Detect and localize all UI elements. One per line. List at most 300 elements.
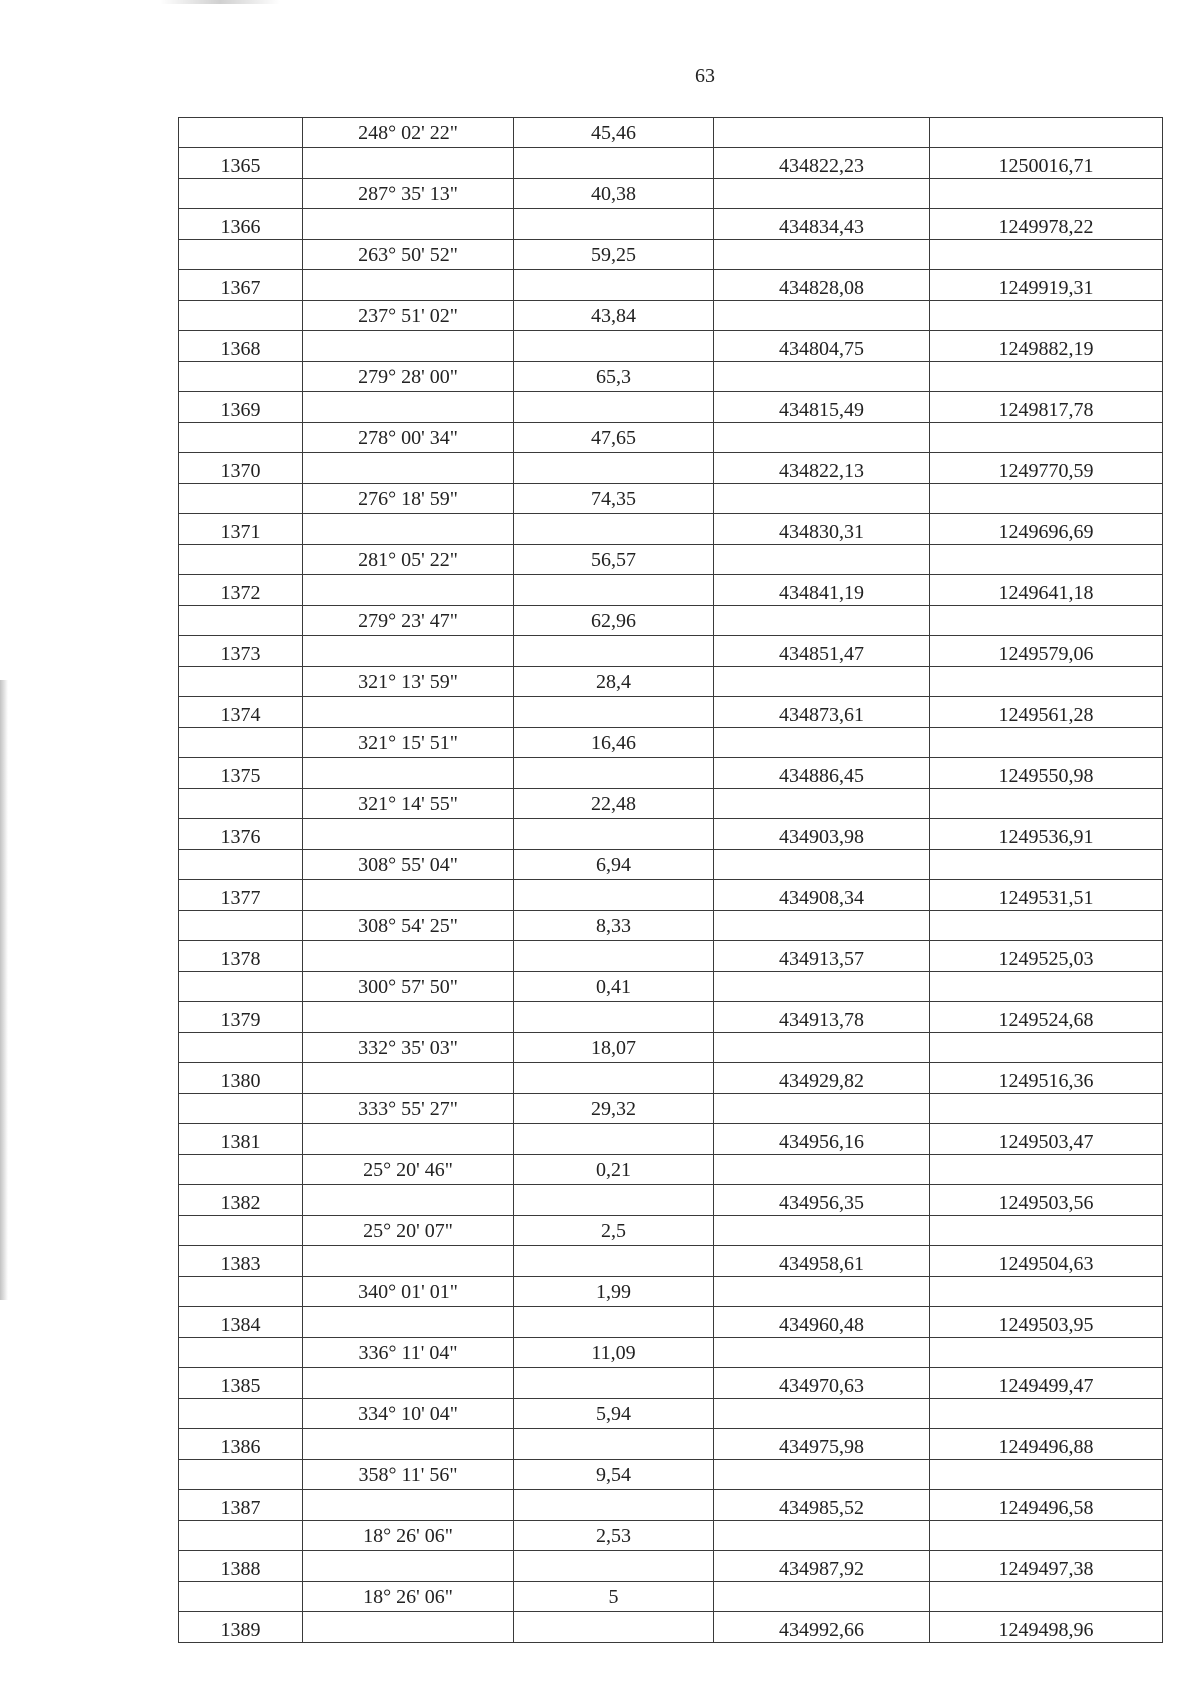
easting-cell <box>930 179 1163 209</box>
northing-cell: 434975,98 <box>714 1429 930 1460</box>
bearing-cell: 333° 55' 27" <box>303 1094 514 1124</box>
segment-row <box>179 972 1163 1002</box>
northing-cell <box>714 789 930 819</box>
distance-cell: 22,48 <box>514 789 714 819</box>
northing-cell <box>714 1216 930 1246</box>
point-number-cell <box>179 1460 303 1490</box>
northing-cell <box>714 606 930 636</box>
bearing-cell <box>303 1551 514 1582</box>
point-number-cell <box>179 1155 303 1185</box>
northing-cell: 434970,63 <box>714 1368 930 1399</box>
bearing-cell <box>303 575 514 606</box>
bearing-cell: 276° 18' 59" <box>303 484 514 514</box>
bearing-cell: 25° 20' 07" <box>303 1216 514 1246</box>
segment-row <box>179 850 1163 880</box>
distance-cell: 0,21 <box>514 1155 714 1185</box>
easting-cell: 1249641,18 <box>930 575 1163 606</box>
distance-cell <box>514 514 714 545</box>
northing-cell: 434822,13 <box>714 453 930 484</box>
scan-edge-shadow <box>0 680 8 1300</box>
easting-cell: 1249504,63 <box>930 1246 1163 1277</box>
bearing-cell <box>303 514 514 545</box>
segment-row <box>179 1155 1163 1185</box>
easting-cell <box>930 972 1163 1002</box>
point-number-cell: 1375 <box>179 758 303 789</box>
point-number-cell: 1377 <box>179 880 303 911</box>
northing-cell: 434822,23 <box>714 148 930 179</box>
point-row <box>179 1307 1163 1338</box>
point-number-cell <box>179 484 303 514</box>
northing-cell: 434834,43 <box>714 209 930 240</box>
distance-cell <box>514 209 714 240</box>
segment-row <box>179 240 1163 270</box>
point-number-cell: 1378 <box>179 941 303 972</box>
easting-cell <box>930 484 1163 514</box>
point-row <box>179 1246 1163 1277</box>
northing-cell <box>714 728 930 758</box>
bearing-cell <box>303 1246 514 1277</box>
bearing-cell <box>303 1063 514 1094</box>
bearing-cell <box>303 758 514 789</box>
northing-cell: 434958,61 <box>714 1246 930 1277</box>
point-number-cell <box>179 789 303 819</box>
point-row <box>179 1002 1163 1033</box>
easting-cell <box>930 1338 1163 1368</box>
segment-row <box>179 423 1163 453</box>
point-number-cell <box>179 301 303 331</box>
bearing-cell: 248° 02' 22" <box>303 118 514 148</box>
point-row <box>179 697 1163 728</box>
northing-cell: 434815,49 <box>714 392 930 423</box>
segment-row <box>179 118 1163 148</box>
bearing-cell <box>303 697 514 728</box>
point-number-cell <box>179 972 303 1002</box>
easting-cell: 1249550,98 <box>930 758 1163 789</box>
point-number-cell <box>179 1216 303 1246</box>
point-row <box>179 819 1163 850</box>
point-row <box>179 453 1163 484</box>
point-row <box>179 270 1163 301</box>
easting-cell: 1249496,88 <box>930 1429 1163 1460</box>
northing-cell <box>714 1521 930 1551</box>
bearing-cell <box>303 941 514 972</box>
point-number-cell <box>179 362 303 392</box>
point-number-cell <box>179 728 303 758</box>
northing-cell <box>714 240 930 270</box>
easting-cell: 1249531,51 <box>930 880 1163 911</box>
easting-cell: 1249516,36 <box>930 1063 1163 1094</box>
bearing-cell: 237° 51' 02" <box>303 301 514 331</box>
distance-cell: 9,54 <box>514 1460 714 1490</box>
point-number-cell <box>179 911 303 941</box>
distance-cell: 11,09 <box>514 1338 714 1368</box>
point-row <box>179 514 1163 545</box>
point-row <box>179 331 1163 362</box>
point-number-cell: 1374 <box>179 697 303 728</box>
distance-cell: 62,96 <box>514 606 714 636</box>
coordinates-table <box>178 117 1163 1643</box>
segment-row <box>179 362 1163 392</box>
segment-row <box>179 789 1163 819</box>
distance-cell: 5,94 <box>514 1399 714 1429</box>
segment-row <box>179 179 1163 209</box>
bearing-cell <box>303 1124 514 1155</box>
easting-cell: 1249496,58 <box>930 1490 1163 1521</box>
point-number-cell: 1388 <box>179 1551 303 1582</box>
point-number-cell <box>179 667 303 697</box>
northing-cell: 434913,57 <box>714 941 930 972</box>
bearing-cell: 25° 20' 46" <box>303 1155 514 1185</box>
bearing-cell: 281° 05' 22" <box>303 545 514 575</box>
distance-cell <box>514 636 714 667</box>
distance-cell <box>514 758 714 789</box>
bearing-cell <box>303 148 514 179</box>
point-row <box>179 148 1163 179</box>
northing-cell <box>714 301 930 331</box>
distance-cell <box>514 1185 714 1216</box>
point-number-cell <box>179 240 303 270</box>
point-number-cell: 1379 <box>179 1002 303 1033</box>
distance-cell <box>514 1002 714 1033</box>
distance-cell: 40,38 <box>514 179 714 209</box>
point-row <box>179 1124 1163 1155</box>
easting-cell <box>930 118 1163 148</box>
easting-cell: 1249882,19 <box>930 331 1163 362</box>
point-number-cell: 1380 <box>179 1063 303 1094</box>
segment-row <box>179 1582 1163 1612</box>
northing-cell <box>714 972 930 1002</box>
bearing-cell <box>303 1490 514 1521</box>
distance-cell <box>514 331 714 362</box>
segment-row <box>179 1399 1163 1429</box>
point-row <box>179 1185 1163 1216</box>
segment-row <box>179 1277 1163 1307</box>
distance-cell <box>514 1612 714 1643</box>
bearing-cell: 18° 26' 06" <box>303 1521 514 1551</box>
point-row <box>179 1368 1163 1399</box>
easting-cell: 1249498,96 <box>930 1612 1163 1643</box>
bearing-cell <box>303 880 514 911</box>
easting-cell <box>930 1094 1163 1124</box>
easting-cell: 1249499,47 <box>930 1368 1163 1399</box>
point-number-cell <box>179 1521 303 1551</box>
distance-cell <box>514 880 714 911</box>
point-number-cell: 1366 <box>179 209 303 240</box>
easting-cell: 1249497,38 <box>930 1551 1163 1582</box>
distance-cell: 1,99 <box>514 1277 714 1307</box>
bearing-cell: 308° 55' 04" <box>303 850 514 880</box>
bearing-cell: 321° 14' 55" <box>303 789 514 819</box>
point-number-cell <box>179 1033 303 1063</box>
easting-cell <box>930 1521 1163 1551</box>
easting-cell <box>930 1582 1163 1612</box>
point-number-cell <box>179 423 303 453</box>
easting-cell: 1249579,06 <box>930 636 1163 667</box>
northing-cell <box>714 545 930 575</box>
easting-cell <box>930 1155 1163 1185</box>
easting-cell: 1249770,59 <box>930 453 1163 484</box>
coordinates-table-body <box>179 118 1163 1643</box>
easting-cell: 1249503,47 <box>930 1124 1163 1155</box>
bearing-cell: 279° 23' 47" <box>303 606 514 636</box>
point-number-cell: 1373 <box>179 636 303 667</box>
northing-cell: 434992,66 <box>714 1612 930 1643</box>
easting-cell: 1250016,71 <box>930 148 1163 179</box>
easting-cell <box>930 1277 1163 1307</box>
northing-cell <box>714 1277 930 1307</box>
easting-cell <box>930 362 1163 392</box>
northing-cell: 434913,78 <box>714 1002 930 1033</box>
easting-cell: 1249561,28 <box>930 697 1163 728</box>
distance-cell: 47,65 <box>514 423 714 453</box>
point-number-cell <box>179 118 303 148</box>
point-row <box>179 392 1163 423</box>
distance-cell: 6,94 <box>514 850 714 880</box>
bearing-cell <box>303 453 514 484</box>
bearing-cell <box>303 636 514 667</box>
segment-row <box>179 1033 1163 1063</box>
distance-cell <box>514 1307 714 1338</box>
distance-cell <box>514 697 714 728</box>
point-number-cell <box>179 1094 303 1124</box>
segment-row <box>179 301 1163 331</box>
northing-cell <box>714 850 930 880</box>
easting-cell <box>930 911 1163 941</box>
easting-cell: 1249817,78 <box>930 392 1163 423</box>
distance-cell <box>514 392 714 423</box>
northing-cell <box>714 179 930 209</box>
point-number-cell: 1387 <box>179 1490 303 1521</box>
bearing-cell <box>303 1002 514 1033</box>
northing-cell: 434851,47 <box>714 636 930 667</box>
easting-cell <box>930 1399 1163 1429</box>
easting-cell: 1249536,91 <box>930 819 1163 850</box>
point-number-cell: 1381 <box>179 1124 303 1155</box>
distance-cell: 43,84 <box>514 301 714 331</box>
distance-cell: 8,33 <box>514 911 714 941</box>
distance-cell <box>514 270 714 301</box>
point-number-cell: 1372 <box>179 575 303 606</box>
point-number-cell <box>179 1277 303 1307</box>
northing-cell <box>714 1033 930 1063</box>
easting-cell <box>930 240 1163 270</box>
distance-cell <box>514 453 714 484</box>
northing-cell <box>714 1460 930 1490</box>
northing-cell: 434985,52 <box>714 1490 930 1521</box>
easting-cell: 1249503,56 <box>930 1185 1163 1216</box>
northing-cell: 434929,82 <box>714 1063 930 1094</box>
point-number-cell <box>179 545 303 575</box>
distance-cell: 5 <box>514 1582 714 1612</box>
distance-cell: 59,25 <box>514 240 714 270</box>
segment-row <box>179 1216 1163 1246</box>
easting-cell <box>930 667 1163 697</box>
distance-cell <box>514 1490 714 1521</box>
bearing-cell: 300° 57' 50" <box>303 972 514 1002</box>
segment-row <box>179 1094 1163 1124</box>
bearing-cell: 336° 11' 04" <box>303 1338 514 1368</box>
northing-cell: 434903,98 <box>714 819 930 850</box>
point-number-cell: 1376 <box>179 819 303 850</box>
northing-cell: 434804,75 <box>714 331 930 362</box>
scan-top-mark <box>160 0 280 4</box>
easting-cell: 1249524,68 <box>930 1002 1163 1033</box>
bearing-cell: 340° 01' 01" <box>303 1277 514 1307</box>
easting-cell <box>930 545 1163 575</box>
distance-cell <box>514 575 714 606</box>
northing-cell: 434841,19 <box>714 575 930 606</box>
bearing-cell <box>303 1185 514 1216</box>
distance-cell: 45,46 <box>514 118 714 148</box>
northing-cell: 434987,92 <box>714 1551 930 1582</box>
easting-cell <box>930 789 1163 819</box>
distance-cell: 28,4 <box>514 667 714 697</box>
bearing-cell: 321° 15' 51" <box>303 728 514 758</box>
bearing-cell: 279° 28' 00" <box>303 362 514 392</box>
easting-cell <box>930 728 1163 758</box>
easting-cell <box>930 423 1163 453</box>
easting-cell: 1249919,31 <box>930 270 1163 301</box>
point-row <box>179 880 1163 911</box>
point-row <box>179 941 1163 972</box>
distance-cell: 16,46 <box>514 728 714 758</box>
segment-row <box>179 728 1163 758</box>
point-number-cell <box>179 606 303 636</box>
easting-cell: 1249978,22 <box>930 209 1163 240</box>
bearing-cell <box>303 1307 514 1338</box>
northing-cell: 434873,61 <box>714 697 930 728</box>
point-number-cell: 1383 <box>179 1246 303 1277</box>
point-row <box>179 1490 1163 1521</box>
northing-cell <box>714 362 930 392</box>
northing-cell <box>714 1582 930 1612</box>
distance-cell: 65,3 <box>514 362 714 392</box>
distance-cell: 74,35 <box>514 484 714 514</box>
segment-row <box>179 606 1163 636</box>
point-number-cell: 1371 <box>179 514 303 545</box>
point-row <box>179 1063 1163 1094</box>
northing-cell: 434956,16 <box>714 1124 930 1155</box>
point-row <box>179 1429 1163 1460</box>
northing-cell <box>714 423 930 453</box>
distance-cell <box>514 1551 714 1582</box>
point-number-cell: 1384 <box>179 1307 303 1338</box>
easting-cell <box>930 1216 1163 1246</box>
segment-row <box>179 1338 1163 1368</box>
segment-row <box>179 911 1163 941</box>
point-row <box>179 758 1163 789</box>
segment-row <box>179 667 1163 697</box>
point-number-cell <box>179 1582 303 1612</box>
bearing-cell: 321° 13' 59" <box>303 667 514 697</box>
segment-row <box>179 1521 1163 1551</box>
point-number-cell: 1386 <box>179 1429 303 1460</box>
point-row <box>179 636 1163 667</box>
point-number-cell <box>179 1399 303 1429</box>
easting-cell <box>930 850 1163 880</box>
northing-cell <box>714 911 930 941</box>
northing-cell: 434830,31 <box>714 514 930 545</box>
point-number-cell: 1368 <box>179 331 303 362</box>
point-number-cell: 1367 <box>179 270 303 301</box>
bearing-cell <box>303 392 514 423</box>
northing-cell: 434960,48 <box>714 1307 930 1338</box>
segment-row <box>179 484 1163 514</box>
point-number-cell: 1385 <box>179 1368 303 1399</box>
northing-cell <box>714 1094 930 1124</box>
distance-cell <box>514 1246 714 1277</box>
distance-cell <box>514 1368 714 1399</box>
bearing-cell <box>303 270 514 301</box>
page-number: 63 <box>695 65 715 87</box>
bearing-cell: 287° 35' 13" <box>303 179 514 209</box>
point-number-cell <box>179 850 303 880</box>
distance-cell <box>514 941 714 972</box>
distance-cell <box>514 819 714 850</box>
segment-row <box>179 1460 1163 1490</box>
point-number-cell: 1382 <box>179 1185 303 1216</box>
point-number-cell: 1389 <box>179 1612 303 1643</box>
distance-cell: 18,07 <box>514 1033 714 1063</box>
distance-cell <box>514 1063 714 1094</box>
easting-cell <box>930 606 1163 636</box>
easting-cell: 1249525,03 <box>930 941 1163 972</box>
easting-cell: 1249696,69 <box>930 514 1163 545</box>
point-number-cell: 1369 <box>179 392 303 423</box>
easting-cell <box>930 1460 1163 1490</box>
bearing-cell: 334° 10' 04" <box>303 1399 514 1429</box>
bearing-cell <box>303 1429 514 1460</box>
point-number-cell: 1365 <box>179 148 303 179</box>
distance-cell: 56,57 <box>514 545 714 575</box>
northing-cell: 434828,08 <box>714 270 930 301</box>
easting-cell <box>930 301 1163 331</box>
northing-cell <box>714 1338 930 1368</box>
bearing-cell: 332° 35' 03" <box>303 1033 514 1063</box>
point-row <box>179 1612 1163 1643</box>
bearing-cell <box>303 331 514 362</box>
bearing-cell <box>303 1612 514 1643</box>
bearing-cell: 278° 00' 34" <box>303 423 514 453</box>
northing-cell <box>714 667 930 697</box>
distance-cell <box>514 1429 714 1460</box>
easting-cell <box>930 1033 1163 1063</box>
point-number-cell <box>179 1338 303 1368</box>
point-number-cell <box>179 179 303 209</box>
northing-cell: 434908,34 <box>714 880 930 911</box>
bearing-cell <box>303 209 514 240</box>
easting-cell: 1249503,95 <box>930 1307 1163 1338</box>
point-row <box>179 575 1163 606</box>
segment-row <box>179 545 1163 575</box>
bearing-cell <box>303 819 514 850</box>
northing-cell <box>714 484 930 514</box>
northing-cell: 434886,45 <box>714 758 930 789</box>
northing-cell: 434956,35 <box>714 1185 930 1216</box>
northing-cell <box>714 1399 930 1429</box>
point-row <box>179 209 1163 240</box>
northing-cell <box>714 118 930 148</box>
point-row <box>179 1551 1163 1582</box>
distance-cell: 2,53 <box>514 1521 714 1551</box>
bearing-cell: 263° 50' 52" <box>303 240 514 270</box>
distance-cell: 29,32 <box>514 1094 714 1124</box>
distance-cell <box>514 1124 714 1155</box>
bearing-cell: 18° 26' 06" <box>303 1582 514 1612</box>
bearing-cell: 308° 54' 25" <box>303 911 514 941</box>
bearing-cell <box>303 1368 514 1399</box>
distance-cell: 2,5 <box>514 1216 714 1246</box>
